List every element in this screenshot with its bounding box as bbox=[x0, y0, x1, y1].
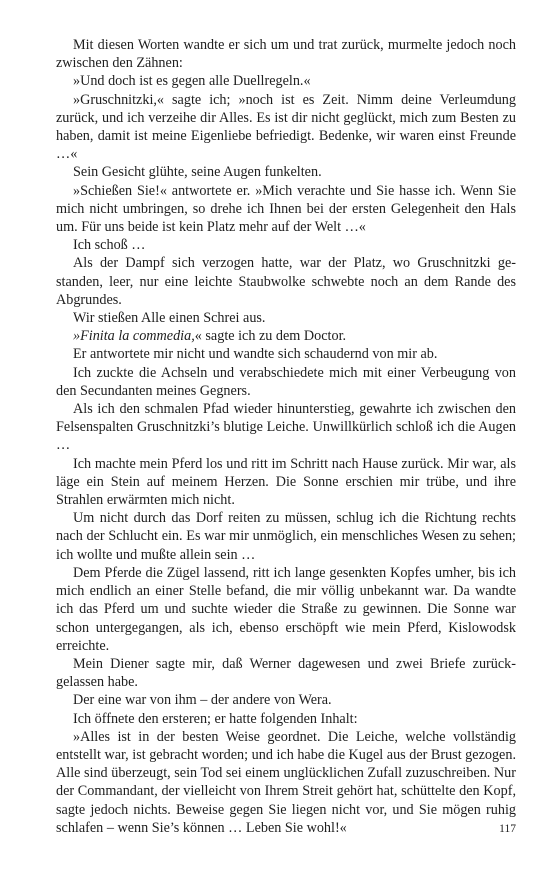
page-body-text bbox=[56, 36, 516, 837]
paragraph: Ich schoß … bbox=[73, 237, 146, 254]
paragraph-continuation: « sagte ich zu dem Doctor. bbox=[194, 328, 347, 345]
paragraph: Ich machte mein Pferd los und ritt im Schritt nach Hause zurück. Mir war, als läge ein Stein auf meinem Herzen. Die Sonne erschien mir trübe, und ihre Strahlen erwärmten mich nicht. bbox=[56, 455, 516, 509]
page-number: 117 bbox=[499, 823, 516, 835]
paragraph: Um nicht durch das Dorf reiten zu müssen, schlug ich die Richtung rechts nach der Schlucht ein. Es war mir unmöglich, ein menschliches Wesen zu sehen; ich wollte und mußte allein sein … bbox=[56, 510, 516, 563]
paragraph: Er antwortete mir nicht und wandte sich schaudernd von mir ab. bbox=[73, 346, 438, 363]
paragraph: »Alles ist in der besten Weise geordnet. Die Leiche, welche vollständig entstellt war, ist gebracht worden; und ich habe die Kugel aus der Brust gezogen. Alle sind überzeugt, sein Tod sei einem unglücklichen Zufall zuzuschreiben. Nur der Commandant, der vielleicht von Ihrem Streit gehört hat, schüttelte den Kopf, sagte jedoch nichts. Beweise gegen Sie liegen nicht vor, und Sie mögen ruhig schlafen – wenn Sie’s können … Leben Sie wohl!« bbox=[56, 728, 516, 836]
paragraph: »Gruschnitzki,« sagte ich; »noch ist es Zeit. Nimm deine Verleumdung zurück, und ich verzeihe dir Alles. Es ist dir nicht geglückt, mich zum Besten zu haben, damit ist meine Eigenliebe befriedigt. Bedenke, wir waren einst Freunde …« bbox=[56, 91, 516, 163]
paragraph-with-italic bbox=[56, 327, 516, 345]
paragraph: Ich öffnete den ersteren; er hatte folgenden Inhalt: bbox=[73, 710, 358, 727]
paragraph: »Schießen Sie!« antwortete er. »Mich verachte und Sie hasse ich. Wenn Sie mich nicht umbringen, so drehe ich Ihnen bei der ersten Gelegenheit den Hals um. Für uns beide ist kein Platz mehr auf der Welt …« bbox=[56, 182, 516, 236]
paragraph: »Und doch ist es gegen alle Duellregeln.« bbox=[73, 73, 311, 90]
paragraph: Mit diesen Worten wandte er sich um und trat zurück, murmelte jedoch noch zwischen den Zähnen: bbox=[56, 37, 516, 72]
italic-quote: »Finita la commedia, bbox=[73, 328, 195, 345]
paragraph: Dem Pferde die Zügel lassend, ritt ich lange gesenkten Kopfes umher, bis ich mich endlich an einer Stelle befand, die mir völlig unbekannt war. Da wandte ich das Pferd um und suchte wieder die Straße zu gewinnen. Die Sonne war schon untergegangen, als ich, ebenso erschöpft wie mein Pferd, Kislowodsk erreichte. bbox=[56, 564, 516, 654]
paragraph: Mein Diener sagte mir, daß Werner dagewesen und zwei Briefe zurückgelassen habe. bbox=[56, 655, 516, 691]
paragraph: Wir stießen Alle einen Schrei aus. bbox=[73, 310, 266, 327]
paragraph: Als ich den schmalen Pfad wieder hinunterstieg, gewahrte ich zwischen den Felsenspalten Gruschnitzki’s blutige Leiche. Unwillkürlich schloß ich die Augen … bbox=[56, 401, 516, 454]
paragraph: Sein Gesicht glühte, seine Augen funkelten. bbox=[73, 164, 322, 181]
paragraph: Der eine war von ihm – der andere von Wera. bbox=[73, 692, 332, 709]
paragraph: Ich zuckte die Achseln und verabschiedete mich mit einer Verbeugung von den Secundanten meines Gegners. bbox=[56, 364, 516, 399]
paragraph: Als der Dampf sich verzogen hatte, war der Platz, wo Gruschnitzki gestanden, leer, nur eine leichte Staubwolke schwebte noch an dem Rande des Abgrundes. bbox=[56, 255, 516, 308]
